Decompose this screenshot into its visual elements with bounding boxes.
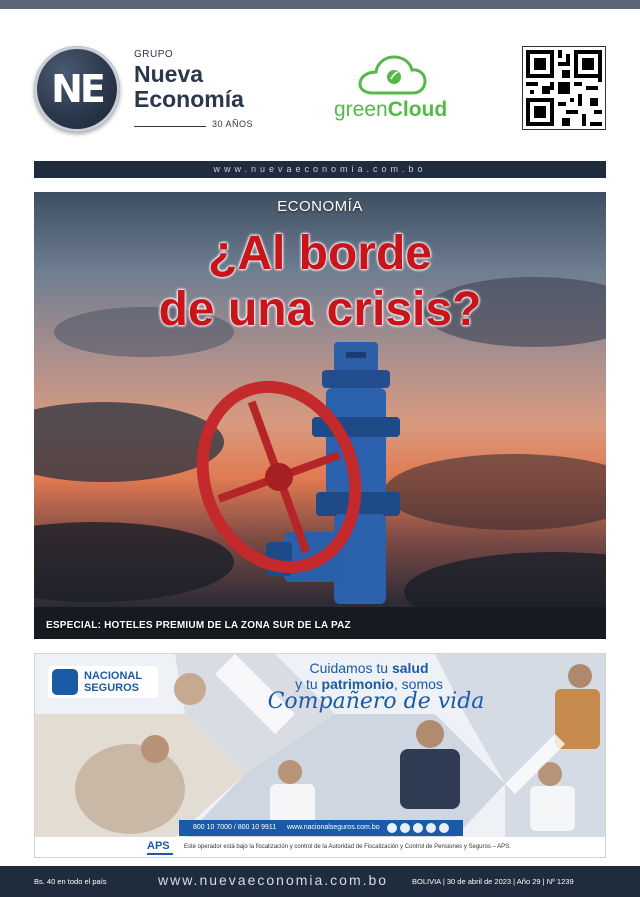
brand-name-line2: Economía bbox=[134, 86, 244, 112]
brand-name bbox=[134, 62, 244, 112]
edition-info: BOLIVIA | 30 de abril de 2023 | Año 29 | Nº 1239 bbox=[412, 877, 574, 886]
nacional-seguros-logo bbox=[48, 666, 158, 698]
slogan-assets: patrimonio bbox=[321, 676, 394, 692]
qr-code-pattern bbox=[526, 50, 602, 126]
greencloud-word-cloud: Cloud bbox=[387, 98, 448, 121]
footer-website[interactable]: www.nuevaeconomia.com.bo bbox=[158, 872, 389, 888]
insurance-advertisement[interactable] bbox=[34, 653, 606, 858]
greencloud-word-green: green bbox=[334, 98, 388, 121]
headline-line2: de una crisis? bbox=[158, 283, 482, 336]
slogan-part1: Cuidamos tu bbox=[309, 660, 392, 676]
regulator-disclaimer: Este operador está bajo la fiscalización y control de la Autoridad de Fiscalización y Control de Pensiones y Seguros – APS. bbox=[184, 844, 511, 850]
anniversary-label: 30 AÑOS bbox=[212, 119, 254, 129]
ad-script-slogan: Compañero de vida bbox=[267, 689, 485, 714]
advertiser-name-line1: NACIONAL bbox=[84, 670, 143, 682]
cover-price: Bs. 40 en todo el país bbox=[34, 877, 107, 886]
advertiser-name-line2: SEGUROS bbox=[84, 682, 140, 694]
brand-divider bbox=[134, 126, 206, 127]
website-band[interactable]: www.nuevaeconomia.com.bo bbox=[34, 161, 606, 178]
cover-image bbox=[34, 192, 606, 639]
logo-initials: NE bbox=[51, 67, 103, 111]
greencloud-cloud-icon bbox=[357, 55, 427, 97]
instagram-icon[interactable] bbox=[400, 823, 410, 833]
ad-slogan bbox=[269, 660, 469, 692]
aps-logo-underline bbox=[147, 853, 173, 855]
advertiser-name bbox=[84, 670, 142, 694]
social-icons bbox=[387, 823, 449, 833]
facebook-icon[interactable] bbox=[387, 823, 397, 833]
aps-logo bbox=[147, 840, 173, 855]
ad-contact-bar bbox=[179, 820, 463, 836]
greencloud-wordmark bbox=[334, 98, 447, 122]
slogan-part2: y tu bbox=[295, 676, 322, 692]
linkedin-icon[interactable] bbox=[413, 823, 423, 833]
aps-logo-text: APS bbox=[147, 840, 170, 852]
cover-headline[interactable] bbox=[34, 226, 606, 338]
footer-bar bbox=[0, 866, 640, 897]
headline-line1: ¿Al borde bbox=[208, 227, 432, 280]
top-stripe bbox=[0, 0, 640, 9]
ad-website[interactable]: www.nacionalseguros.com.bo bbox=[287, 824, 380, 831]
brand-name-line1: Nueva bbox=[134, 61, 204, 87]
slogan-part3: , somos bbox=[393, 676, 443, 692]
youtube-icon[interactable] bbox=[426, 823, 436, 833]
ad-phones[interactable]: 800 10 7000 / 800 10 9911 bbox=[193, 824, 277, 831]
tiktok-icon[interactable] bbox=[439, 823, 449, 833]
special-feature-teaser[interactable]: ESPECIAL: HOTELES PREMIUM DE LA ZONA SUR DE LA PAZ bbox=[46, 620, 351, 631]
brand-group-label: GRUPO bbox=[134, 49, 174, 60]
slogan-health: salud bbox=[391, 660, 429, 676]
nueva-economia-logo bbox=[34, 46, 120, 132]
section-label: ECONOMÍA bbox=[277, 198, 363, 215]
ad-regulator-strip bbox=[35, 837, 605, 858]
qr-code[interactable] bbox=[522, 46, 606, 130]
tree-icon bbox=[52, 669, 78, 695]
